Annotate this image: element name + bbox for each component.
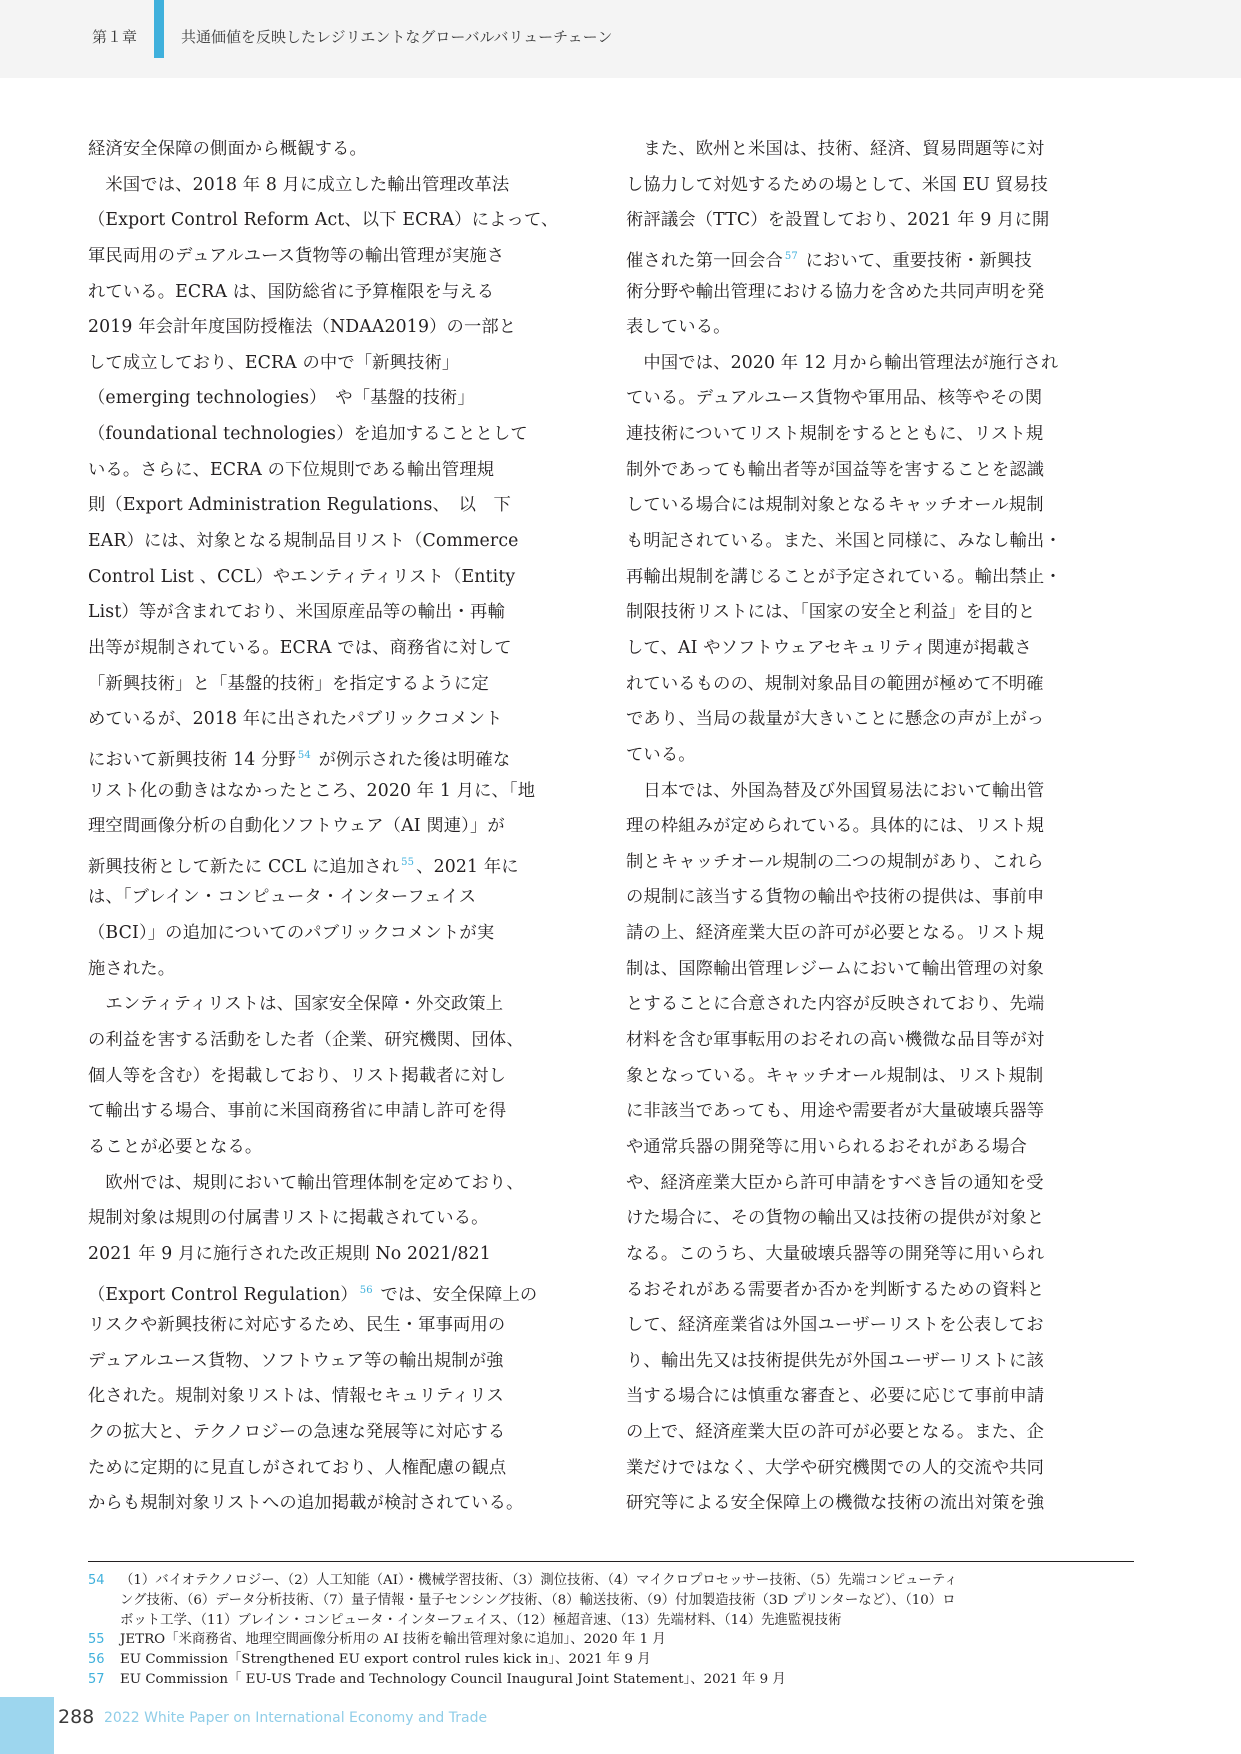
- footnote-line: [88, 1670, 1138, 1690]
- text-line: [626, 631, 1134, 667]
- text-segment: れているものの、規制対象品目の範囲が極めて不明確: [626, 673, 1044, 694]
- text-segment: リスクや新興技術に対応するため、民生・軍事両用の: [88, 1315, 506, 1336]
- text-segment: して、経済産業省は外国ユーザーリストを公表してお: [626, 1315, 1044, 1336]
- text-segment: し協力して対処するための場として、米国 EU 貿易技: [626, 174, 1048, 195]
- page-number: 288: [58, 1706, 95, 1728]
- text-line: [626, 987, 1134, 1023]
- text-line: [88, 809, 596, 845]
- text-line: [88, 1059, 596, 1095]
- text-segment: れている。ECRA は、国防総省に予算権限を与える: [88, 281, 495, 302]
- text-segment: して成立しており、ECRA の中で「新興技術」: [88, 352, 460, 373]
- text-segment: 化された。規制対象リストは、情報セキュリティリス: [88, 1386, 504, 1407]
- text-segment: 材料を含む軍事転用のおそれの高い機微な品目等が対: [626, 1030, 1045, 1051]
- text-segment: り、輸出先又は技術提供先が外国ユーザーリストに該: [626, 1350, 1045, 1371]
- text-segment: いる。さらに、ECRA の下位規則である輸出管理規: [88, 459, 495, 480]
- text-segment: からも規制対象リストへの追加掲載が検討されている。: [88, 1493, 524, 1514]
- text-segment: めているが、2018 年に出されたパブリックコメント: [88, 709, 503, 730]
- text-line: [88, 1094, 596, 1130]
- text-segment: 術分野や輸出管理における協力を含めた共同声明を発: [626, 281, 1045, 302]
- text-segment: List）等が含まれており、米国原産品等の輸出・再輸: [88, 602, 505, 623]
- text-line: [626, 738, 1134, 774]
- text-line: [626, 524, 1134, 560]
- text-segment: 欧州では、規則において輸出管理体制を定めており、: [88, 1172, 524, 1193]
- text-line: [88, 1237, 596, 1273]
- text-segment: 日本では、外国為替及び外国貿易法において輸出管: [626, 780, 1045, 801]
- text-line: [88, 916, 596, 952]
- text-line: [626, 1166, 1134, 1202]
- text-line: [626, 952, 1134, 988]
- text-segment: において新興技術 14 分野: [88, 749, 296, 770]
- footnote-text: （1）バイオテクノロジー、（2）人工知能（AI）・機械学習技術、（3）測位技術、（4）マイクロプロセッサー技術、（5）先端コンピューティ: [120, 1573, 958, 1588]
- footnote-number: 55: [88, 1632, 105, 1648]
- text-line: [88, 952, 596, 988]
- text-segment: 表している。: [626, 317, 731, 338]
- text-line: [88, 702, 596, 738]
- text-line: [626, 595, 1134, 631]
- text-line: [626, 1023, 1134, 1059]
- chapter-title: 共通価値を反映したレジリエントなグローバルバリューチェーン: [181, 28, 613, 46]
- text-line: [626, 239, 1134, 275]
- text-segment: して、AI やソフトウェアセキュリティ関連が掲載さ: [626, 637, 1032, 658]
- text-line: [626, 916, 1134, 952]
- footnote-line: [88, 1571, 1138, 1591]
- chapter-label: 第１章: [92, 28, 138, 46]
- text-line: [626, 168, 1134, 204]
- text-segment: 制外であっても輸出者等が国益等を害することを認識: [626, 459, 1045, 480]
- text-line: [88, 310, 596, 346]
- text-line: [88, 1130, 596, 1166]
- text-line: [626, 1486, 1134, 1522]
- text-segment: （foundational technologies）を追加することとして: [88, 424, 528, 445]
- text-segment: なる。このうち、大量破壊兵器等の開発等に用いられ: [626, 1243, 1045, 1264]
- text-line: [626, 203, 1134, 239]
- text-segment: ている。: [626, 744, 696, 765]
- text-line: [88, 631, 596, 667]
- footnote-divider: [88, 1561, 1134, 1562]
- text-segment: が例示された後は明確な: [312, 749, 511, 770]
- text-segment: 米国では、2018 年 8 月に成立した輸出管理改革法: [88, 174, 510, 195]
- text-line: [88, 203, 596, 239]
- footnote-reference[interactable]: 57: [784, 250, 798, 262]
- text-segment: 術評議会（TTC）を設置しており、2021 年 9 月に開: [626, 210, 1050, 231]
- footnote-line: [88, 1611, 1138, 1631]
- text-segment: 「新興技術」と「基盤的技術」を指定するように定: [88, 673, 489, 694]
- text-segment: や通常兵器の開発等に用いられるおそれがある場合: [626, 1136, 1027, 1157]
- text-line: [626, 310, 1134, 346]
- footnote-line: [88, 1650, 1138, 1670]
- text-line: [88, 1415, 596, 1451]
- text-line: [626, 774, 1134, 810]
- text-line: [88, 1201, 596, 1237]
- footnotes: [88, 1571, 1138, 1690]
- text-segment: 催された第一回会合: [626, 250, 783, 271]
- text-line: [626, 488, 1134, 524]
- text-segment: また、欧州と米国は、技術、経済、貿易問題等に対: [626, 139, 1045, 159]
- text-segment: であり、当局の裁量が大きいことに懸念の声が上がっ: [626, 709, 1045, 730]
- text-line: [626, 1201, 1134, 1237]
- text-segment: において、重要技術・新興技: [799, 250, 1032, 271]
- text-line: [88, 488, 596, 524]
- text-line: [626, 1273, 1134, 1309]
- footnote-text: EU Commission「Strengthened EU export control rules kick in」、2021 年 9 月: [120, 1652, 651, 1668]
- text-segment: している場合には規制対象となるキャッチオール規制: [626, 495, 1044, 516]
- text-segment: （BCI）」の追加についてのパブリックコメントが実: [88, 923, 495, 944]
- text-line: [88, 239, 596, 275]
- text-segment: リスト化の動きはなかったところ、2020 年 1 月に、「地: [88, 780, 536, 801]
- text-segment: 象となっている。キャッチオール規制は、リスト規制: [626, 1065, 1044, 1086]
- text-segment: クの拡大と、テクノロジーの急速な発展等に対応する: [88, 1422, 506, 1443]
- text-segment: の利益を害する活動をした者（企業、研究機関、団体、: [88, 1030, 524, 1051]
- text-line: [626, 1308, 1134, 1344]
- text-segment: 研究等による安全保障上の機微な技術の流出対策を強: [626, 1493, 1045, 1514]
- text-segment: （Export Control Reform Act、以下 ECRA）によって、: [88, 210, 559, 231]
- text-segment: るおそれがある需要者か否かを判断するための資料と: [626, 1279, 1045, 1300]
- text-segment: 制限技術リストには、「国家の安全と利益」を目的と: [626, 602, 1036, 623]
- text-line: [88, 417, 596, 453]
- text-segment: 出等が規制されている。ECRA では、商務省に対して: [88, 637, 512, 658]
- text-line: [88, 845, 596, 881]
- header-accent-bar: [154, 0, 164, 58]
- text-segment: 制は、国際輸出管理レジームにおいて輸出管理の対象: [626, 958, 1044, 979]
- text-line: [88, 381, 596, 417]
- text-line: [88, 524, 596, 560]
- text-line: [626, 1415, 1134, 1451]
- text-line: [88, 1379, 596, 1415]
- text-line: [626, 417, 1134, 453]
- text-segment: 理の枠組みが定められている。具体的には、リスト規: [626, 816, 1045, 837]
- left-column: [88, 132, 596, 1522]
- footer-accent-bar: [0, 1697, 54, 1754]
- text-segment: に非該当であっても、用途や需要者が大量破壊兵器等: [626, 1101, 1045, 1122]
- text-segment: 中国では、2020 年 12 月から輸出管理法が施行され: [626, 352, 1059, 373]
- text-segment: 経済安全保障の側面から概観する。: [88, 139, 367, 159]
- text-segment: 理空間画像分析の自動化ソフトウェア（AI 関連）」が: [88, 816, 505, 837]
- text-segment: では、安全保障上の: [374, 1284, 538, 1305]
- text-line: [626, 1344, 1134, 1380]
- footnote-reference[interactable]: 56: [359, 1284, 373, 1296]
- text-line: [88, 1344, 596, 1380]
- text-line: [626, 1451, 1134, 1487]
- text-segment: て輸出する場合、事前に米国商務省に申請し許可を得: [88, 1101, 507, 1122]
- text-segment: とすることに合意された内容が反映されており、先端: [626, 994, 1045, 1015]
- text-segment: や、経済産業大臣から許可申請をすべき旨の通知を受: [626, 1172, 1044, 1193]
- footnote-text: ボット工学、（11）ブレイン・コンピュータ・インターフェイス、（12）極超音速、（13）先端材料、（14）先進監視技術: [120, 1612, 842, 1628]
- text-line: [626, 453, 1134, 489]
- text-segment: Control List 、CCL）やエンティティリスト（Entity: [88, 566, 516, 587]
- text-line: [88, 667, 596, 703]
- text-segment: ることが必要となる。: [88, 1136, 263, 1157]
- text-line: [88, 1308, 596, 1344]
- text-segment: デュアルユース貨物、ソフトウェア等の輸出規制が強: [88, 1350, 504, 1371]
- text-line: [88, 168, 596, 204]
- text-segment: ために定期的に見直しがされており、人権配慮の観点: [88, 1457, 507, 1478]
- text-line: [88, 1486, 596, 1522]
- footnote-line: [88, 1591, 1138, 1611]
- footnote-text: EU Commission「 EU-US Trade and Technology Council Inaugural Joint Statement」、2021 年 9 月: [120, 1671, 786, 1687]
- text-line: [88, 595, 596, 631]
- footnote-reference[interactable]: 55: [401, 856, 415, 868]
- text-segment: 施された。: [88, 958, 176, 979]
- text-segment: ている。デュアルユース貨物や軍用品、核等やその関: [626, 388, 1043, 409]
- text-line: [626, 880, 1134, 916]
- text-line: [88, 880, 596, 916]
- text-line: [88, 275, 596, 311]
- footnote-number: 54: [88, 1573, 105, 1588]
- text-line: [626, 1237, 1134, 1273]
- right-column: [626, 132, 1134, 1522]
- text-segment: エンティティリストは、国家安全保障・外交政策上: [88, 994, 504, 1015]
- text-segment: の上で、経済産業大臣の許可が必要となる。また、企: [626, 1422, 1045, 1443]
- text-segment: 2019 年会計年度国防授権法（NDAA2019）の一部と: [88, 317, 517, 338]
- footnote-reference[interactable]: 54: [297, 749, 311, 761]
- text-segment: （emerging technologies） や「基盤的技術」: [88, 388, 475, 409]
- text-segment: 新興技術として新たに CCL に追加され: [88, 856, 400, 877]
- text-segment: （Export Control Regulation）: [88, 1284, 358, 1305]
- text-line: [626, 845, 1134, 881]
- publication-title: 2022 White Paper on International Economy and Trade: [104, 1710, 488, 1726]
- text-segment: 請の上、経済産業大臣の許可が必要となる。リスト規: [626, 923, 1045, 944]
- text-line: [88, 1023, 596, 1059]
- text-segment: 規制対象は規則の付属書リストに掲載されている。: [88, 1208, 489, 1229]
- text-segment: 当する場合には慎重な審査と、必要に応じて事前申請: [626, 1386, 1045, 1407]
- text-line: [88, 1166, 596, 1202]
- text-segment: も明記されている。また、米国と同様に、みなし輸出・: [626, 531, 1062, 552]
- text-line: [626, 132, 1134, 168]
- text-line: [88, 1273, 596, 1309]
- text-segment: は、「ブレイン・コンピュータ・インターフェイス: [88, 887, 477, 908]
- text-segment: の規制に該当する貨物の輸出や技術の提供は、事前申: [626, 887, 1045, 908]
- footnote-line: [88, 1630, 1138, 1650]
- text-line: [626, 809, 1134, 845]
- text-line: [626, 1094, 1134, 1130]
- text-line: [88, 774, 596, 810]
- text-line: [88, 453, 596, 489]
- text-segment: 個人等を含む）を掲載しており、リスト掲載者に対し: [88, 1065, 507, 1086]
- text-segment: EAR）には、対象となる規制品目リスト（Commerce: [88, 531, 519, 552]
- footnote-text: JETRO「米商務省、地理空間画像分析用の AI 技術を輸出管理対象に追加」、2020 年 1 月: [120, 1632, 666, 1648]
- text-line: [626, 560, 1134, 596]
- text-line: [626, 1130, 1134, 1166]
- text-line: [88, 132, 596, 168]
- text-segment: 業だけではなく、大学や研究機関での人的交流や共同: [626, 1457, 1045, 1478]
- text-segment: 2021 年 9 月に施行された改正規則 No 2021/821: [88, 1243, 491, 1264]
- text-line: [88, 987, 596, 1023]
- text-line: [626, 667, 1134, 703]
- text-segment: 軍民両用のデュアルユース貨物等の輸出管理が実施さ: [88, 245, 505, 266]
- text-segment: 連技術についてリスト規制をするとともに、リスト規: [626, 424, 1044, 445]
- text-line: [626, 275, 1134, 311]
- text-segment: 、2021 年に: [416, 856, 519, 877]
- text-segment: 再輸出規制を講じることが予定されている。輸出禁止・: [626, 566, 1062, 587]
- text-line: [626, 702, 1134, 738]
- text-segment: 制とキャッチオール規制の二つの規制があり、これら: [626, 851, 1044, 872]
- text-line: [88, 346, 596, 382]
- text-line: [88, 738, 596, 774]
- text-segment: 則（Export Administration Regulations、 以 下: [88, 495, 511, 516]
- footnote-number: 56: [88, 1652, 105, 1668]
- text-segment: けた場合に、その貨物の輸出又は技術の提供が対象と: [626, 1208, 1045, 1229]
- text-line: [88, 1451, 596, 1487]
- text-line: [626, 1059, 1134, 1095]
- footnote-text: ング技術、（6）データ分析技術、（7）量子情報・量子センシング技術、（8）輸送技術、（9）付加製造技術（3D プリンターなど）、（10）ロ: [120, 1592, 956, 1608]
- text-line: [626, 346, 1134, 382]
- text-line: [88, 560, 596, 596]
- footnote-number: 57: [88, 1671, 105, 1687]
- text-line: [626, 381, 1134, 417]
- text-line: [626, 1379, 1134, 1415]
